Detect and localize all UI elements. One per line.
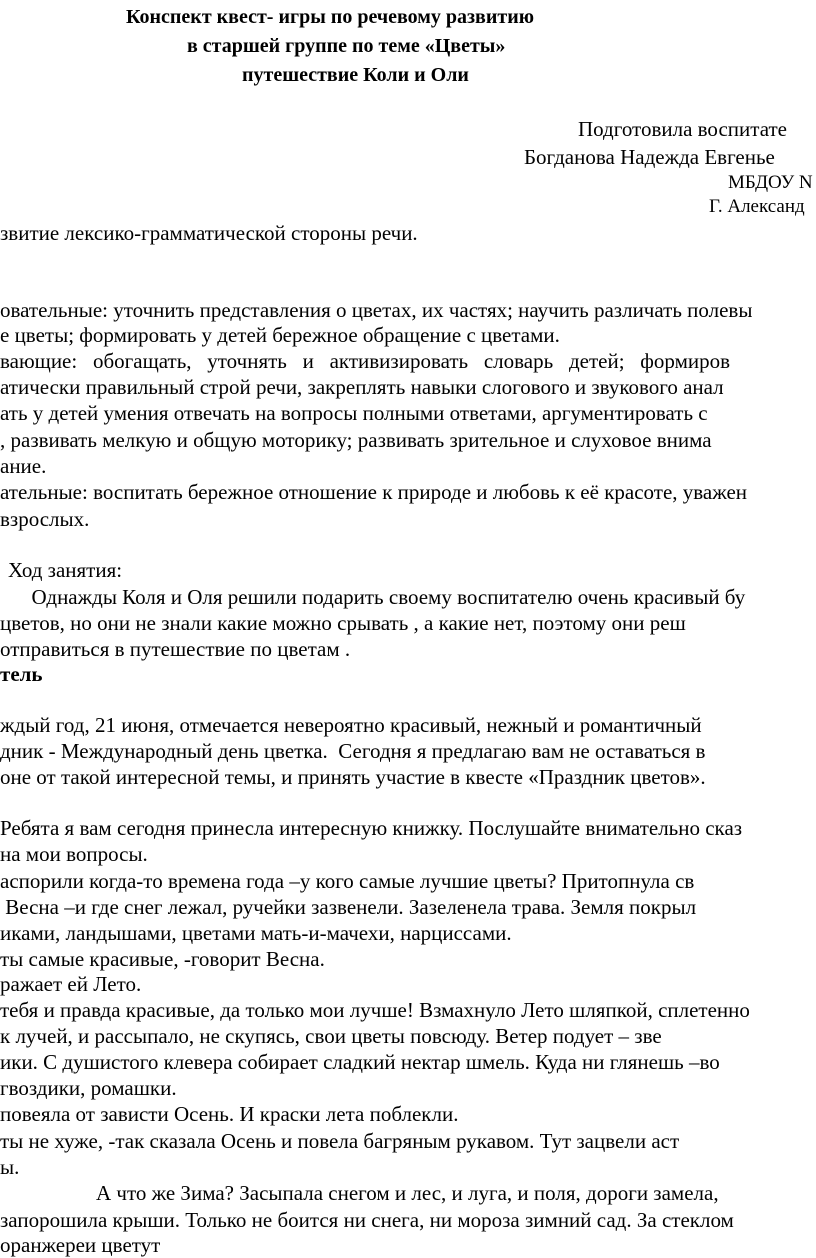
body-line: звитие лексико-грамматической стороны речи. [0, 221, 418, 245]
body-line: отправиться в путешествие по цветам . [0, 637, 351, 661]
body-line: атически правильный строй речи, закреплять навыки слогового и звукового анал [0, 375, 724, 399]
body-line: цветов, но они не знали какие можно срывать , а какие нет, поэтому они реш [0, 611, 686, 635]
body-line: Ребята я вам сегодня принесла интересную книжку. Послушайте внимательно сказ [0, 816, 743, 840]
body-line: иками, ландышами, цветами мать-и-мачехи, нарциссами. [0, 921, 512, 945]
body-line: ражает ей Лето. [0, 972, 142, 996]
body-line: к лучей, и рассыпало, не скупясь, свои цветы повсюду. Ветер подует – зве [0, 1024, 662, 1048]
body-line: оне от такой интересной темы, и принять участие в квесте «Праздник цветов». [0, 765, 706, 789]
speaker-label: тель [0, 662, 43, 686]
title-line-3: путешествие Коли и Оли [242, 64, 469, 86]
body-line: аспорили когда-то времена года –у кого самые лучшие цветы? Притопнула св [0, 869, 695, 893]
body-line: запорошила крыши. Только не боится ни снега, ни мороза зимний сад. За стеклом [0, 1208, 734, 1232]
author-city: Г. Александ [709, 196, 805, 217]
body-line: тебя и правда красивые, да только мои лучше! Взмахнуло Лето шляпкой, сплетенно [0, 998, 750, 1022]
body-line: ты самые красивые, -говорит Весна. [0, 947, 325, 971]
body-line: овательные: уточнить представления о цветах, их частях; научить различать полевы [0, 298, 753, 322]
author-name: Богданова Надежда Евгенье [524, 145, 775, 169]
body-line: ики. С душистого клевера собирает сладкий нектар шмель. Куда ни глянешь –во [0, 1050, 720, 1074]
body-line: ты не хуже, -так сказала Осень и повела багряным рукавом. Тут зацвели аст [0, 1129, 680, 1153]
author-org: МБДОУ N [728, 172, 813, 193]
title-line-1: Конспект квест- игры по речевому развитию [126, 6, 535, 28]
body-line: ательные: воспитать бережное отношение к природе и любовь к её красоте, уважен [0, 480, 748, 504]
body-line: ать у детей умения отвечать на вопросы полными ответами, аргументировать с [0, 401, 708, 425]
body-line: Весна –и где снег лежал, ручейки зазвенели. Зазеленела трава. Земля покрыл [0, 895, 697, 919]
body-line: е цветы; формировать у детей бережное обращение с цветами. [0, 323, 560, 347]
body-line: Однажды Коля и Оля решили подарить своему воспитателю очень красивый бу [0, 585, 746, 609]
body-line: вающие: обогащать, уточнять и активизировать словарь детей; формиров [0, 349, 731, 373]
body-line: ы. [0, 1155, 20, 1179]
body-line: повеяла от зависти Осень. И краски лета поблекли. [0, 1102, 459, 1126]
body-line: ание. [0, 454, 47, 478]
body-line: ждый год, 21 июня, отмечается невероятно красивый, нежный и романтичный [0, 713, 702, 737]
body-line: А что же Зима? Засыпала снегом и лес, и луга, и поля, дороги замела, [96, 1181, 719, 1205]
author-prepared-by: Подготовила воспитате [578, 117, 787, 141]
body-line: на мои вопросы. [0, 842, 148, 866]
lesson-heading: Ход занятия: [8, 558, 123, 582]
body-line: дник - Международный день цветка. Сегодня я предлагаю вам не оставаться в [0, 739, 706, 763]
body-line: , развивать мелкую и общую моторику; развивать зрительное и слуховое внима [0, 428, 712, 452]
body-line: оранжереи цветут [0, 1233, 161, 1257]
body-line: взрослых. [0, 507, 90, 531]
title-line-2: в старшей группе по теме «Цветы» [187, 35, 506, 57]
body-line: гвоздики, ромашки. [0, 1076, 177, 1100]
